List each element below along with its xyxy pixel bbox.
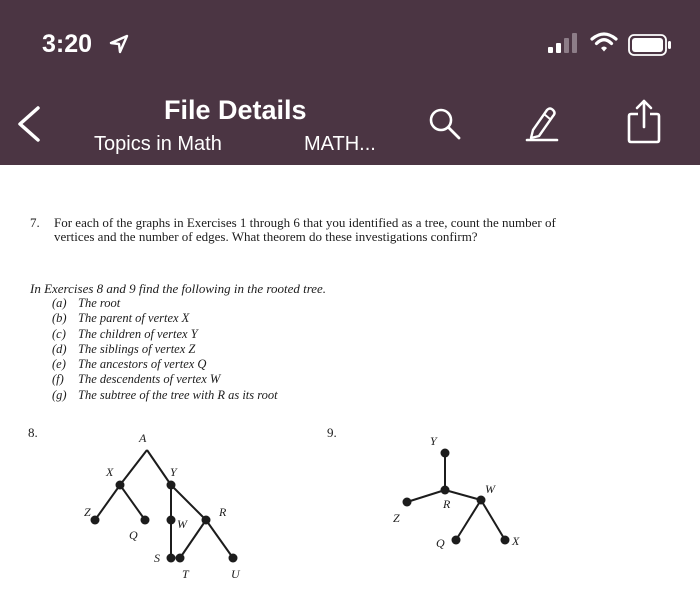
vertex-label: Q (129, 528, 138, 542)
vertex-label: Y (170, 465, 177, 479)
tree-8-edges (95, 450, 233, 558)
vertex-label: Y (430, 434, 437, 448)
list-item: (b) The parent of vertex X (52, 311, 190, 326)
back-chevron-icon (14, 104, 44, 144)
subtitle-course-code: MATH... (304, 133, 376, 155)
vertex-label: Z (84, 505, 91, 519)
subtitle-course-name: Topics in Math (94, 133, 222, 155)
exercise-text-line-1: For each of the graphs in Exercises 1 through 6 that you identified as a tree, count the number of (54, 215, 556, 230)
vertex-z (91, 516, 100, 525)
exercise-9-number: 9. (327, 425, 337, 440)
vertex-label: A (139, 431, 147, 445)
tree-8-labels (84, 431, 241, 581)
vertex-r (202, 516, 211, 525)
search-button[interactable] (427, 106, 463, 147)
vertex-label: W (485, 482, 495, 496)
vertex-t (176, 554, 185, 563)
vertex-z (403, 498, 412, 507)
cellular-signal-icon (548, 33, 580, 58)
search-icon (427, 106, 463, 142)
battery-icon (628, 34, 672, 61)
page-title: File Details (164, 95, 307, 125)
tree-8-vertices (91, 481, 238, 563)
vertex-label: X (512, 534, 520, 548)
edit-pen-icon (525, 104, 559, 142)
exercises-intro: In Exercises 8 and 9 find the following in the rooted tree. (30, 281, 327, 296)
tree-9-vertices (403, 449, 510, 545)
vertex-q (452, 536, 461, 545)
wifi-icon (590, 31, 618, 58)
vertex-label: X (106, 465, 114, 479)
exercise-number: 7. (30, 215, 40, 230)
list-item: (a) The root (52, 296, 121, 310)
vertex-label: R (443, 497, 451, 511)
status-time: 3:20 (42, 30, 93, 58)
edit-button[interactable] (525, 104, 559, 147)
vertex-label: Q (436, 536, 445, 550)
vertex-y (167, 481, 176, 490)
share-icon (627, 98, 661, 144)
list-item: (d) The siblings of vertex Z (52, 341, 196, 356)
vertex-q (141, 516, 150, 525)
vertex-w (167, 516, 176, 525)
vertex-label: Z (393, 511, 400, 525)
vertex-w (477, 496, 486, 505)
location-arrow-icon (108, 33, 130, 60)
exercise-text-line-2: vertices and the number of edges. What theorem do these investigations confirm? (54, 229, 478, 244)
vertex-s (167, 554, 176, 563)
exercise-8-number: 8. (28, 425, 38, 440)
tree-diagrams (0, 165, 700, 607)
vertex-label: R (219, 505, 227, 519)
vertex-x (501, 536, 510, 545)
vertex-x (116, 481, 125, 490)
vertex-label: T (182, 567, 189, 581)
vertex-label: W (177, 517, 187, 531)
share-button[interactable] (627, 98, 661, 149)
vertex-r (441, 486, 450, 495)
app-header (0, 0, 700, 165)
tree-9-edges (407, 453, 505, 540)
vertex-label: U (231, 567, 240, 581)
document-preview (0, 165, 700, 607)
vertex-u (229, 554, 238, 563)
list-item: (e) The ancestors of vertex Q (52, 357, 207, 372)
list-item: (c) The children of vertex Y (52, 326, 198, 341)
back-button[interactable] (14, 104, 44, 144)
list-item: (g) The subtree of the tree with R as its root (52, 387, 278, 402)
vertex-label: S (154, 551, 160, 565)
vertex-y (441, 449, 450, 458)
list-item: (f) The descendents of vertex W (52, 372, 221, 387)
